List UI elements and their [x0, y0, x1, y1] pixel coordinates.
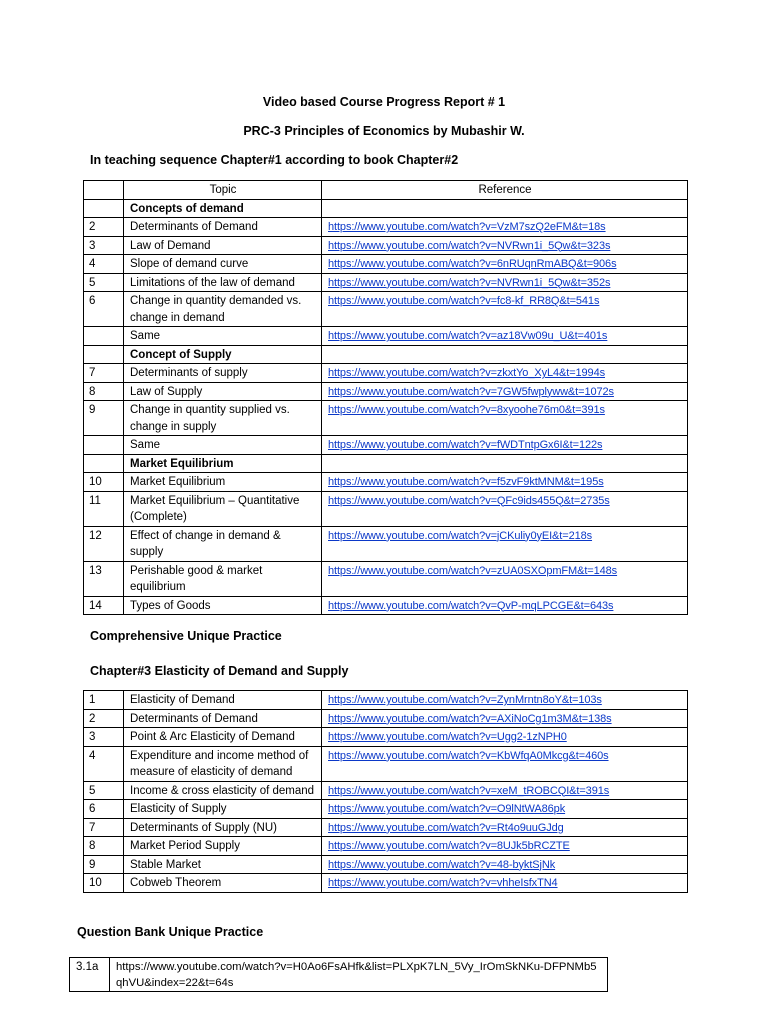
table-row [84, 273, 688, 292]
youtube-link[interactable]: https://www.youtube.com/watch?v=48-byktSjNk [328, 858, 556, 871]
report-title: Video based Course Progress Report # 1 [262, 95, 506, 109]
reference-cell [322, 874, 688, 893]
youtube-link[interactable]: https://www.youtube.com/watch?v=vhheIsfxTN4 [328, 877, 558, 889]
youtube-link[interactable]: https://www.youtube.com/watch?v=Ugg2-1zNPH0 [328, 731, 567, 743]
table-row [84, 561, 688, 596]
num-column-header [84, 181, 124, 200]
topic-cell: Elasticity of Demand [124, 691, 322, 710]
reference-cell [322, 691, 688, 710]
youtube-link[interactable]: https://www.youtube.com/watch?v=NVRwn1i_5Qw&t=323s [328, 239, 611, 252]
row-number: 7 [84, 364, 124, 383]
youtube-link[interactable]: https://www.youtube.com/watch?v=QFc9ids455Q&t=2735s [328, 494, 610, 507]
youtube-link[interactable]: https://www.youtube.com/watch?v=fWDTntpGx6I&t=122s [328, 439, 603, 451]
topic-cell: Slope of demand curve [124, 255, 322, 274]
topic-cell: Determinants of Supply (NU) [124, 818, 322, 837]
youtube-link[interactable]: https://www.youtube.com/watch?v=NVRwn1i_5Qw&t=352s [328, 276, 611, 289]
topic-cell: Types of Goods [124, 596, 322, 615]
table-header-row [84, 181, 688, 200]
table-row [84, 691, 688, 710]
table-row [84, 292, 688, 327]
row-number [84, 345, 124, 364]
topic-cell: Determinants of Demand [124, 218, 322, 237]
reference-cell [322, 364, 688, 383]
report-subtitle: PRC-3 Principles of Economics by Mubashir W. [243, 124, 525, 138]
reference-cell [322, 255, 688, 274]
topic-cell: Market Equilibrium [124, 454, 322, 473]
topic-cell: Change in quantity supplied vs. change in supply [124, 401, 322, 436]
table-row [84, 454, 688, 473]
youtube-link[interactable]: https://www.youtube.com/watch?v=f5zvF9ktMNM&t=195s [328, 476, 604, 488]
table-row [84, 345, 688, 364]
table-row [84, 491, 688, 526]
reference-cell [322, 327, 688, 346]
youtube-link[interactable]: https://www.youtube.com/watch?v=8xyoohe76m0&t=391s [328, 404, 605, 416]
row-number: 2 [84, 709, 124, 728]
reference-cell [322, 818, 688, 837]
question-bank-label: Question Bank Unique Practice [77, 925, 264, 939]
table-row [84, 236, 688, 255]
table-row [84, 199, 688, 218]
table-row [84, 837, 688, 856]
youtube-link[interactable]: https://www.youtube.com/watch?v=6nRUqnRmABQ&t=906s [328, 258, 617, 270]
youtube-link[interactable]: https://www.youtube.com/watch?v=fc8-kf_RR8Q&t=541s [328, 295, 600, 307]
question-bank-table [69, 957, 608, 992]
row-number [84, 327, 124, 346]
table-row [84, 382, 688, 401]
row-number [84, 436, 124, 455]
reference-url[interactable]: https://www.youtube.com/watch?v=H0Ao6FsAHfk&list=PLXpK7LN_5Vy_IrOmSkNKu-DFPNMb5qhVU&index=22&t=64s [110, 958, 608, 992]
youtube-link[interactable]: https://www.youtube.com/watch?v=8UJk5bRCZTE [328, 840, 570, 852]
row-number: 11 [84, 491, 124, 526]
table-row [84, 818, 688, 837]
table-row [84, 218, 688, 237]
reference-cell [322, 273, 688, 292]
topic-cell: Law of Demand [124, 236, 322, 255]
topic-cell: Change in quantity demanded vs. change in demand [124, 292, 322, 327]
table-row [84, 800, 688, 819]
table-row [84, 855, 688, 874]
row-number: 8 [84, 837, 124, 856]
reference-cell [322, 800, 688, 819]
reference-cell [322, 454, 688, 473]
reference-cell [322, 473, 688, 492]
chapter1-table [83, 180, 688, 615]
reference-cell [322, 345, 688, 364]
reference-cell [322, 746, 688, 781]
topic-cell: Expenditure and income method of measure of elasticity of demand [124, 746, 322, 781]
row-number: 2 [84, 218, 124, 237]
reference-cell [322, 526, 688, 561]
row-number: 5 [84, 781, 124, 800]
row-number: 3 [84, 728, 124, 747]
topic-cell: Perishable good & market equilibrium [124, 561, 322, 596]
youtube-link[interactable]: https://www.youtube.com/watch?v=Rt4o9uuGJdg [328, 821, 564, 834]
youtube-link[interactable]: https://www.youtube.com/watch?v=KbWfqA0Mkcg&t=460s [328, 749, 609, 762]
reference-cell [322, 436, 688, 455]
topic-cell: Market Equilibrium – Quantitative (Complete) [124, 491, 322, 526]
table-row [84, 526, 688, 561]
chapter3-title: Chapter#3 Elasticity of Demand and Supply [90, 664, 349, 678]
row-number: 8 [84, 382, 124, 401]
reference-cell [322, 855, 688, 874]
topic-cell: Concept of Supply [124, 345, 322, 364]
table-row [84, 709, 688, 728]
topic-cell: Income & cross elasticity of demand [124, 781, 322, 800]
youtube-link[interactable]: https://www.youtube.com/watch?v=zkxtYo_XyL4&t=1994s [328, 367, 605, 379]
reference-cell [322, 837, 688, 856]
youtube-link[interactable]: https://www.youtube.com/watch?v=xeM_tROBCQI&t=391s [328, 784, 610, 797]
topic-cell: Same [124, 436, 322, 455]
reference-cell [322, 709, 688, 728]
row-number: 3.1a [70, 958, 110, 992]
topic-cell: Limitations of the law of demand [124, 273, 322, 292]
reference-cell [322, 728, 688, 747]
row-number: 13 [84, 561, 124, 596]
youtube-link[interactable]: https://www.youtube.com/watch?v=az18Vw09u_U&t=401s [328, 330, 608, 342]
table-row [84, 728, 688, 747]
row-number: 12 [84, 526, 124, 561]
table-row [84, 436, 688, 455]
table-row [84, 874, 688, 893]
row-number: 14 [84, 596, 124, 615]
reference-cell [322, 401, 688, 436]
reference-cell [322, 382, 688, 401]
youtube-link[interactable]: https://www.youtube.com/watch?v=VzM7szQ2eFM&t=18s [328, 221, 606, 233]
topic-column-header: Topic [124, 181, 322, 200]
row-number: 10 [84, 473, 124, 492]
table-row [84, 255, 688, 274]
row-number: 9 [84, 401, 124, 436]
row-number: 3 [84, 236, 124, 255]
youtube-link[interactable]: https://www.youtube.com/watch?v=O9lNtWA86pk [328, 803, 566, 815]
table-row [84, 473, 688, 492]
youtube-link[interactable]: https://www.youtube.com/watch?v=AXiNoCg1m3M&t=138s [328, 712, 612, 725]
row-number: 10 [84, 874, 124, 893]
row-number [84, 199, 124, 218]
row-number: 7 [84, 818, 124, 837]
reference-cell [322, 199, 688, 218]
topic-cell: Concepts of demand [124, 199, 322, 218]
row-number: 5 [84, 273, 124, 292]
reference-cell [322, 292, 688, 327]
topic-cell: Point & Arc Elasticity of Demand [124, 728, 322, 747]
topic-cell: Elasticity of Supply [124, 800, 322, 819]
topic-cell: Determinants of Demand [124, 709, 322, 728]
row-number: 4 [84, 255, 124, 274]
table-row [84, 364, 688, 383]
reference-cell [322, 781, 688, 800]
row-number: 6 [84, 800, 124, 819]
topic-cell: Law of Supply [124, 382, 322, 401]
topic-cell: Determinants of supply [124, 364, 322, 383]
row-number [84, 454, 124, 473]
youtube-link[interactable]: https://www.youtube.com/watch?v=QvP-mqLPCGE&t=643s [328, 599, 614, 612]
reference-cell [322, 561, 688, 596]
table-row [84, 401, 688, 436]
reference-column-header: Reference [322, 181, 688, 200]
row-number: 1 [84, 691, 124, 710]
youtube-link[interactable]: https://www.youtube.com/watch?v=jCKuliy0yEI&t=218s [328, 529, 593, 542]
table-row [84, 746, 688, 781]
table-row [84, 596, 688, 615]
topic-cell: Market Period Supply [124, 837, 322, 856]
reference-cell [322, 236, 688, 255]
reference-cell [322, 491, 688, 526]
table-row [70, 958, 608, 992]
table-row [84, 781, 688, 800]
youtube-link[interactable]: https://www.youtube.com/watch?v=zUA0SXOpmFM&t=148s [328, 564, 618, 577]
topic-cell: Effect of change in demand & supply [124, 526, 322, 561]
topic-cell: Stable Market [124, 855, 322, 874]
youtube-link[interactable]: https://www.youtube.com/watch?v=ZynMrntn8oY&t=103s [328, 694, 602, 706]
sequence-note: In teaching sequence Chapter#1 according to book Chapter#2 [90, 153, 459, 167]
chapter3-table [83, 690, 688, 893]
topic-cell: Same [124, 327, 322, 346]
row-number: 9 [84, 855, 124, 874]
topic-cell: Market Equilibrium [124, 473, 322, 492]
row-number: 4 [84, 746, 124, 781]
reference-cell [322, 596, 688, 615]
youtube-link[interactable]: https://www.youtube.com/watch?v=7GW5fwplyww&t=1072s [328, 385, 614, 398]
reference-cell [322, 218, 688, 237]
row-number: 6 [84, 292, 124, 327]
table-row [84, 327, 688, 346]
topic-cell: Cobweb Theorem [124, 874, 322, 893]
comprehensive-practice-label: Comprehensive Unique Practice [90, 629, 282, 643]
